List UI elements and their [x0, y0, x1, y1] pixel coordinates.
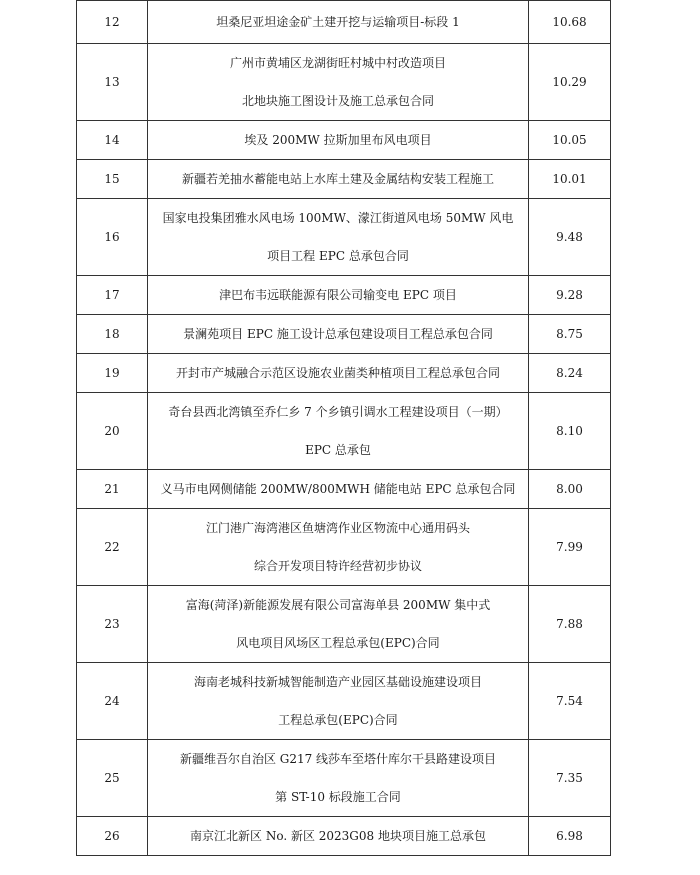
- row-number-cell: 14: [77, 121, 148, 160]
- project-name-line: 北地块施工图设计及施工总承包合同: [241, 94, 434, 108]
- table-row: [77, 315, 611, 354]
- project-name-line: 南京江北新区 No. 新区 2023G08 地块项目施工总承包: [190, 829, 486, 843]
- table-row: [77, 509, 611, 586]
- row-number-cell: 23: [77, 586, 148, 663]
- project-name-cell: [148, 393, 529, 470]
- row-number-cell: 19: [77, 354, 148, 393]
- table-row: [77, 740, 611, 817]
- project-name-line: 综合开发项目特许经营初步协议: [253, 559, 422, 573]
- project-name-line: 奇台县西北湾镇至乔仁乡 7 个乡镇引调水工程建设项目（一期）: [168, 405, 508, 419]
- row-number-cell: 24: [77, 663, 148, 740]
- table-row: [77, 160, 611, 199]
- row-number-cell: 26: [77, 817, 148, 856]
- table-row: [77, 276, 611, 315]
- row-number-cell: 12: [77, 1, 148, 44]
- project-name-line: 坦桑尼亚坦途金矿土建开挖与运输项目-标段 1: [216, 15, 460, 29]
- row-number-cell: 21: [77, 470, 148, 509]
- row-number-cell: 22: [77, 509, 148, 586]
- project-name-cell: [148, 470, 529, 509]
- project-name-cell: [148, 586, 529, 663]
- table-row: [77, 44, 611, 121]
- row-number-cell: 25: [77, 740, 148, 817]
- project-name-line: 风电项目风场区工程总承包(EPC)合同: [236, 636, 440, 650]
- project-name-line: 新疆若羌抽水蓄能电站上水库土建及金属结构安装工程施工: [181, 172, 494, 186]
- project-name-cell: [148, 160, 529, 199]
- project-name-line: 景澜苑项目 EPC 施工设计总承包建设项目工程总承包合同: [183, 327, 493, 341]
- table-row: [77, 1, 611, 44]
- row-number-cell: 17: [77, 276, 148, 315]
- table-row: [77, 586, 611, 663]
- project-name-cell: [148, 740, 529, 817]
- project-name-line: 国家电投集团雅水风电场 100MW、濛江街道风电场 50MW 风电: [162, 211, 514, 225]
- project-name-line: 义马市电网侧储能 200MW/800MWH 储能电站 EPC 总承包合同: [160, 482, 516, 496]
- project-name-cell: [148, 121, 529, 160]
- row-number-cell: 16: [77, 199, 148, 276]
- amount-cell: 7.54: [529, 663, 611, 740]
- amount-cell: 10.01: [529, 160, 611, 199]
- amount-cell: 7.35: [529, 740, 611, 817]
- project-name-cell: [148, 663, 529, 740]
- amount-cell: 7.99: [529, 509, 611, 586]
- project-name-line: 海南老城科技新城智能制造产业园区基础设施建设项目: [193, 675, 482, 689]
- row-number-cell: 15: [77, 160, 148, 199]
- amount-cell: 8.10: [529, 393, 611, 470]
- amount-cell: 10.05: [529, 121, 611, 160]
- project-name-cell: [148, 315, 529, 354]
- table-row: [77, 199, 611, 276]
- amount-cell: 10.68: [529, 1, 611, 44]
- project-name-line: 第 ST-10 标段施工合同: [275, 790, 401, 804]
- project-name-cell: [148, 509, 529, 586]
- table-row: [77, 354, 611, 393]
- project-name-cell: [148, 199, 529, 276]
- row-number-cell: 13: [77, 44, 148, 121]
- project-name-line: 津巴布韦远联能源有限公司输变电 EPC 项目: [219, 288, 457, 302]
- project-name-line: 埃及 200MW 拉斯加里布风电项目: [244, 133, 432, 147]
- table-row: [77, 663, 611, 740]
- project-name-line: 新疆维吾尔自治区 G217 线莎车至塔什库尔干县路建设项目: [179, 752, 497, 766]
- project-name-line: EPC 总承包: [305, 443, 371, 457]
- project-name-line: 富海(菏泽)新能源发展有限公司富海单县 200MW 集中式: [185, 598, 491, 612]
- amount-cell: 7.88: [529, 586, 611, 663]
- project-name-cell: [148, 44, 529, 121]
- amount-cell: 8.00: [529, 470, 611, 509]
- project-name-cell: [148, 817, 529, 856]
- project-name-line: 广州市黄埔区龙湖街旺村城中村改造项目: [229, 56, 446, 70]
- amount-cell: 9.28: [529, 276, 611, 315]
- amount-cell: 9.48: [529, 199, 611, 276]
- project-name-line: 项目工程 EPC 总承包合同: [267, 249, 409, 263]
- amount-cell: 6.98: [529, 817, 611, 856]
- project-name-cell: [148, 276, 529, 315]
- contract-table-body: [77, 1, 611, 856]
- amount-cell: 10.29: [529, 44, 611, 121]
- table-row: [77, 121, 611, 160]
- table-row: [77, 817, 611, 856]
- contract-table: [76, 0, 611, 856]
- row-number-cell: 20: [77, 393, 148, 470]
- project-name-cell: [148, 354, 529, 393]
- row-number-cell: 18: [77, 315, 148, 354]
- project-name-line: 工程总承包(EPC)合同: [278, 713, 398, 727]
- table-row: [77, 470, 611, 509]
- project-name-cell: [148, 1, 529, 44]
- table-row: [77, 393, 611, 470]
- amount-cell: 8.24: [529, 354, 611, 393]
- project-name-line: 开封市产城融合示范区设施农业菌类种植项目工程总承包合同: [175, 366, 500, 380]
- project-name-line: 江门港广海湾港区鱼塘湾作业区物流中心通用码头: [205, 521, 470, 535]
- amount-cell: 8.75: [529, 315, 611, 354]
